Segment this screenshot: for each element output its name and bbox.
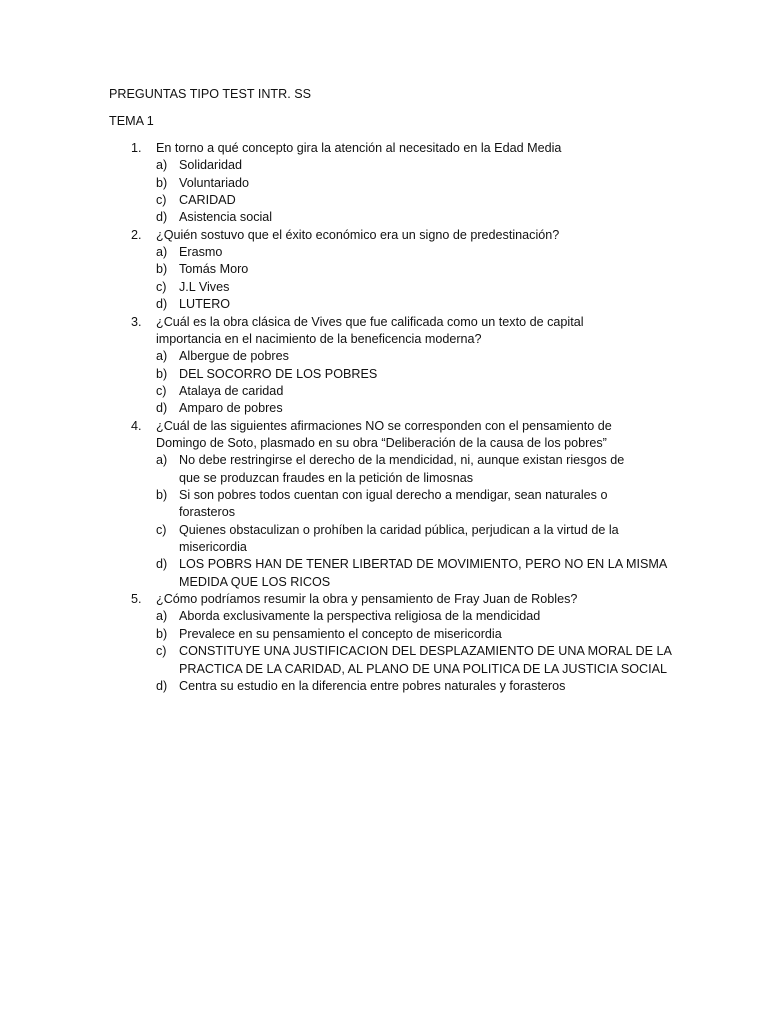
option-text: Prevalece en su pensamiento el concepto de misericordia [179,626,502,641]
option-letter: b) [156,626,168,641]
option-letter: a) [156,609,168,624]
document-title: PREGUNTAS TIPO TEST INTR. SS [109,87,312,101]
option-text: Centra su estudio en la diferencia entre pobres naturales y forasteros [179,678,566,693]
question-text: Domingo de Soto, plasmado en su obra “Deliberación de la causa de los pobres” [156,435,607,450]
option-text: CONSTITUYE UNA JUSTIFICACION DEL DESPLAZAMIENTO DE UNA MORAL DE LA [179,644,672,659]
option-text: Atalaya de caridad [179,383,284,398]
option-letter: d) [156,297,168,312]
option-letter: d) [156,678,168,693]
option-text: LOS POBRS HAN DE TENER LIBERTAD DE MOVIMIENTO, PERO NO EN LA MISMA [179,557,668,572]
question-number: 3. [131,314,142,329]
option-text: No debe restringirse el derecho de la mendicidad, ni, aunque existan riesgos de [179,453,625,468]
option-letter: d) [156,210,168,225]
question-number: 4. [131,418,142,433]
option-letter: c) [156,193,167,208]
topic-heading: TEMA 1 [109,114,154,128]
option-letter: d) [156,401,168,416]
option-text: Tomás Moro [179,262,249,277]
option-letter: a) [156,453,168,468]
option-letter: a) [156,245,168,260]
option-text: Quienes obstaculizan o prohíben la caridad pública, perjudican a la virtud de la [179,522,619,537]
question-number: 5. [131,592,142,607]
option-text: CARIDAD [179,193,236,208]
option-letter: b) [156,488,168,502]
option-letter: b) [156,366,168,381]
option-letter: c) [156,279,167,294]
option-letter: a) [156,349,168,364]
question-text: En torno a qué concepto gira la atención al necesitado en la Edad Media [156,141,562,155]
option-text: Voluntariado [179,175,250,190]
option-letter: b) [156,175,168,190]
option-text: Si son pobres todos cuentan con igual derecho a mendigar, sean naturales o [179,488,608,502]
option-text: Erasmo [179,245,223,260]
option-text: LUTERO [179,297,231,312]
option-letter: c) [156,522,167,537]
question-number: 2. [131,227,142,242]
option-text: MEDIDA QUE LOS RICOS [179,574,331,589]
option-letter: c) [156,383,167,398]
option-text: misericordia [179,540,247,555]
option-text: Aborda exclusivamente la perspectiva religiosa de la mendicidad [179,609,541,624]
option-letter: a) [156,158,168,173]
option-text: Amparo de pobres [179,401,283,416]
question-text: ¿Cuál es la obra clásica de Vives que fue calificada como un texto de capital [156,314,584,329]
option-text: que se produzcan fraudes en la petición de limosnas [179,470,474,485]
option-text: forasteros [179,505,235,520]
option-text: Albergue de pobres [179,349,289,364]
option-text: Asistencia social [179,210,273,225]
question-text: ¿Quién sostuvo que el éxito económico era un signo de predestinación? [156,227,560,242]
option-letter: d) [156,557,168,572]
question-text: ¿Cuál de las siguientes afirmaciones NO se corresponden con el pensamiento de [156,418,612,433]
question-number: 1. [131,141,142,155]
option-text: J.L Vives [179,279,230,294]
question-text: ¿Cómo podríamos resumir la obra y pensamiento de Fray Juan de Robles? [156,592,578,607]
option-text: DEL SOCORRO DE LOS POBRES [179,366,378,381]
option-letter: c) [156,644,167,659]
option-text: PRACTICA DE LA CARIDAD, AL PLANO DE UNA POLITICA DE LA JUSTICIA SOCIAL [179,661,668,676]
question-text: importancia en el nacimiento de la beneficencia moderna? [156,331,482,346]
option-letter: b) [156,262,168,277]
option-text: Solidaridad [179,158,243,173]
